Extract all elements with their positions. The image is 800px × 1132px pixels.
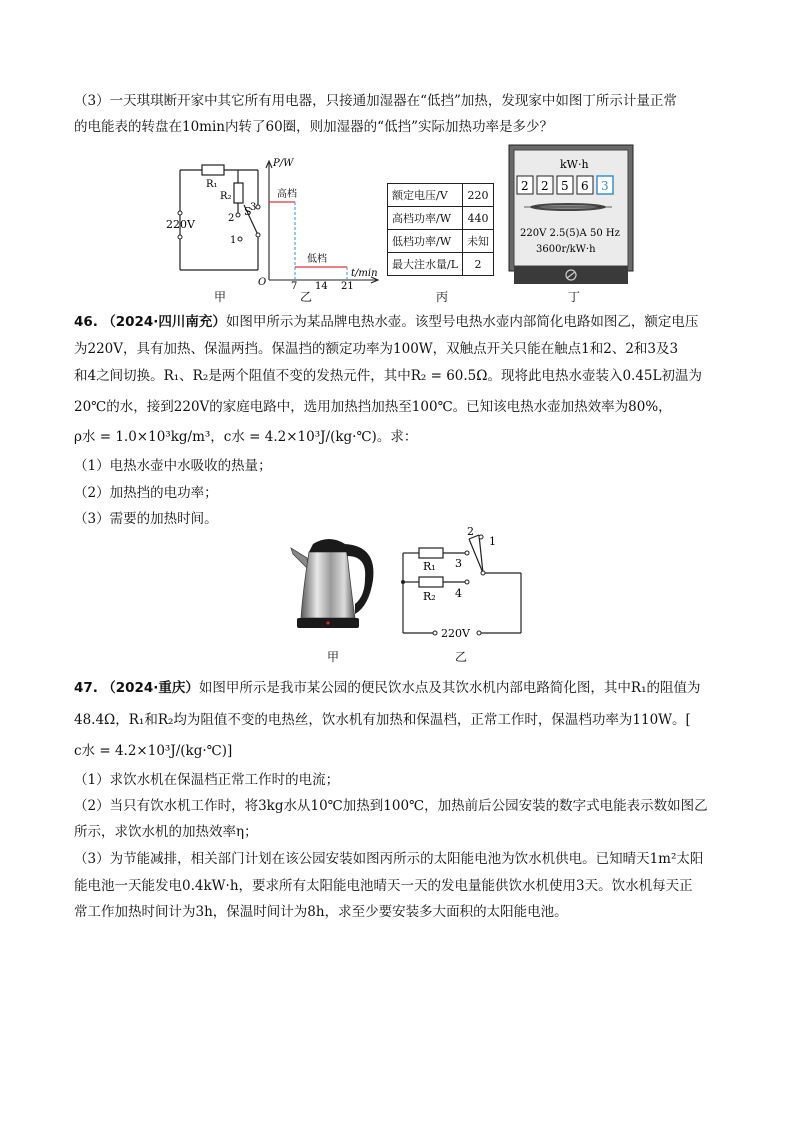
q46-line3: 和4之间切换。R₁、R₂是两个阻值不变的发热元件，其中R₂ = 60.5Ω。现将此电热水壶装入0.45L初温为 bbox=[74, 368, 702, 384]
q47-line2: 48.4Ω，R₁和R₂均为阻值不变的电热丝，饮水机有加热和保温档，正常工作时，保温档功率为110W。[ bbox=[74, 712, 691, 728]
fig45-meter-unit: kW·h bbox=[560, 158, 589, 171]
table-cell: 2 bbox=[463, 253, 494, 276]
fig45-meter-digit-3: 5 bbox=[561, 179, 569, 193]
fig45-switch-label: S bbox=[244, 205, 252, 218]
fig45-meter-digit-2: 2 bbox=[541, 179, 549, 193]
q47-sub1: （1）求饮水机在保温档正常工作时的电流； bbox=[74, 772, 340, 788]
fig45-graph-high-label: 高档 bbox=[277, 189, 297, 200]
fig45-meter-spec1: 220V 2.5(5)A 50 Hz bbox=[520, 228, 620, 239]
fig45-caption-b: 乙 bbox=[300, 290, 313, 304]
q47-sub3b: 能电池一天能发电0.4kW·h，要求所有太阳能电池晴天一天的发电量能供饮水机使用3天。饮水机每天正 bbox=[74, 878, 693, 894]
q47-sub3c: 常工作加热时间计为3h，保温时间计为8h，求至少要安装多大面积的太阳能电池。 bbox=[74, 904, 568, 920]
fig45-contact-2: 2 bbox=[228, 213, 235, 224]
fig46-contact-2: 2 bbox=[467, 525, 474, 538]
table-row bbox=[388, 230, 494, 253]
table-cell: 最大注水量/L bbox=[388, 253, 463, 276]
fig45-contact-3: 3 bbox=[250, 202, 257, 213]
fig45-r1-label: R₁ bbox=[206, 179, 218, 190]
q46-line4: 20℃的水，接到220V的家庭电路中，选用加热挡加热至100℃。已知该电热水壶加热效率为80%， bbox=[74, 399, 672, 415]
fig45-graph-tick-21: 21 bbox=[341, 281, 354, 290]
q46-sub2: （2）加热挡的电功率； bbox=[74, 485, 218, 501]
q46-sub3: （3）需要的加热时间。 bbox=[74, 511, 218, 527]
q47-sub2b: 所示，求饮水机的加热效率η； bbox=[74, 824, 258, 840]
fig45-graph-ylabel: P/W bbox=[273, 158, 294, 169]
table-cell: 高档功率/W bbox=[388, 207, 463, 230]
q45-part3-line2: 的电能表的转盘在10min内转了60圈，则加湿器的“低挡”实际加热功率是多少？ bbox=[74, 119, 553, 135]
q46-line2: 为220V，具有加热、保温两挡。保温挡的额定功率为100W，双触点开关只能在触点1和2、2和3及3 bbox=[74, 341, 679, 357]
fig45-meter-digit-1: 2 bbox=[521, 179, 529, 193]
fig45-caption-d: 丁 bbox=[568, 290, 581, 304]
q47-text1: 如图甲所示是我市某公园的便民饮水点及其饮水机内部电路简化图，其中R₁的阻值为 bbox=[198, 680, 701, 696]
q45-part3-line1: （3）一天琪琪断开家中其它所有用电器，只接通加湿器在“低挡”加热，发现家中如图丁所示计量正常 bbox=[74, 93, 677, 109]
table-cell: 440 bbox=[463, 207, 494, 230]
q46-text1: 如图甲所示为某品牌电热水壶。该型号电热水壶内部简化电路如图乙，额定电压 bbox=[225, 314, 699, 330]
fig45-meter-digit-5: 3 bbox=[601, 179, 609, 193]
table-cell: 额定电压/V bbox=[388, 184, 463, 207]
q47-source: （2024·重庆） bbox=[102, 680, 199, 696]
fig45-graph-low-label: 低档 bbox=[307, 254, 327, 265]
fig46-contact-3: 3 bbox=[455, 557, 462, 570]
q46-number: 46. bbox=[74, 314, 98, 330]
fig46-r1-label: R₁ bbox=[423, 560, 436, 573]
q47-line1 bbox=[74, 678, 701, 698]
table-row bbox=[388, 207, 494, 230]
q46-source: （2024·四川南充） bbox=[102, 314, 226, 330]
table-cell: 未知 bbox=[463, 230, 494, 253]
fig45-energy-meter bbox=[508, 144, 634, 286]
fig45-graph-tick-7: 7 bbox=[291, 281, 298, 290]
table-row bbox=[388, 253, 494, 276]
table-row bbox=[388, 184, 494, 207]
fig45-meter-spec2: 3600r/kW·h bbox=[536, 244, 596, 255]
q47-line3: c水 = 4.2×10³J/(kg·℃)] bbox=[74, 743, 233, 759]
kettle-photo bbox=[285, 530, 385, 640]
fig45-graph-xlabel: t/min bbox=[351, 268, 378, 279]
fig45-spec-table bbox=[387, 183, 494, 276]
fig45-meter-digit-4: 6 bbox=[581, 179, 589, 193]
fig45-voltage-label: 220V bbox=[166, 218, 195, 231]
q47-sub3a: （3）为节能减排，相关部门计划在该公园安装如图丙所示的太阳能电池为饮水机供电。已知晴天1m²太阳 bbox=[74, 851, 704, 867]
fig46-contact-4: 4 bbox=[455, 587, 462, 600]
fig46-contact-1: 1 bbox=[489, 535, 496, 548]
q46-line1 bbox=[74, 312, 698, 332]
fig46-caption-b: 乙 bbox=[455, 650, 468, 664]
fig45-caption-c: 丙 bbox=[436, 290, 449, 304]
fig45-caption-a: 甲 bbox=[214, 290, 227, 304]
table-cell: 220 bbox=[463, 184, 494, 207]
fig45-graph-tick-14: 14 bbox=[315, 281, 328, 290]
table-cell: 低档功率/W bbox=[388, 230, 463, 253]
fig46-caption-a: 甲 bbox=[327, 650, 340, 664]
q46-sub1: （1）电热水壶中水吸收的热量； bbox=[74, 458, 272, 474]
fig45-r2-label: R₂ bbox=[220, 191, 232, 202]
fig46-voltage-label: 220V bbox=[441, 627, 470, 640]
q46-line5: ρ水 = 1.0×10³kg/m³，c水 = 4.2×10³J/(kg·℃)。求： bbox=[74, 429, 418, 445]
fig46-circuit-diagram bbox=[395, 525, 530, 645]
fig46-r2-label: R₂ bbox=[423, 590, 436, 603]
q47-sub2a: （2）当只有饮水机工作时，将3kg水从10℃加热到100℃，加热前后公园安装的数字式电能表示数如图乙 bbox=[74, 798, 708, 814]
fig45-contact-1: 1 bbox=[230, 235, 237, 246]
q47-number: 47. bbox=[74, 680, 98, 696]
fig45-power-graph bbox=[255, 155, 385, 290]
fig45-graph-origin: O bbox=[258, 277, 267, 288]
